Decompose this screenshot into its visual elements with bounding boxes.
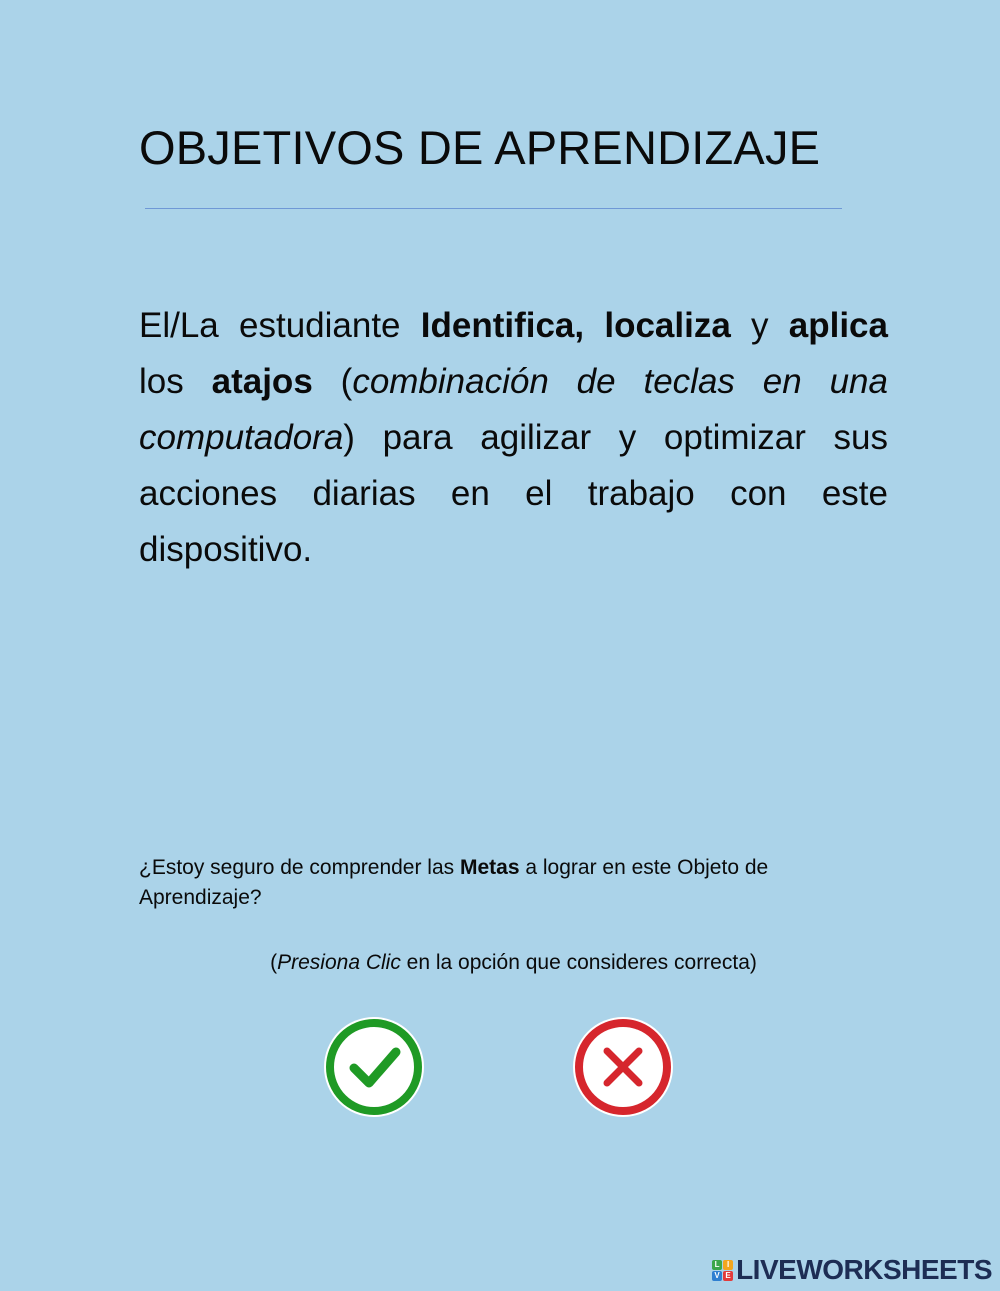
objective-text: (	[312, 362, 353, 401]
objective-italic-definition: combinación de teclas en una computadora	[139, 362, 888, 457]
instruction-italic: Presiona Clic	[277, 951, 401, 974]
instruction-part: en la opción que consideres correcta)	[400, 951, 757, 974]
instruction-text	[0, 948, 1000, 978]
objective-bold-verbs: Identifica, localiza	[420, 306, 731, 345]
no-option-button[interactable]	[572, 1016, 674, 1118]
liveworksheets-logo	[712, 1255, 992, 1285]
logo-mark-letter: I	[723, 1260, 733, 1270]
question-part: ¿Estoy seguro de comprender las	[139, 856, 460, 879]
objective-paragraph	[139, 298, 888, 578]
objective-text: y	[730, 306, 789, 345]
logo-mark-letter: E	[723, 1271, 733, 1281]
question-bold-term: Metas	[460, 856, 520, 879]
instruction-part: (	[270, 951, 278, 974]
question-text	[139, 853, 879, 913]
objective-text: El/La estudiante	[139, 306, 421, 345]
objective-bold-term: atajos	[211, 362, 313, 401]
objective-text: los	[139, 362, 212, 401]
yes-option-button[interactable]	[323, 1016, 425, 1118]
x-circle-icon	[572, 1016, 674, 1118]
logo-mark-letter: V	[712, 1271, 722, 1281]
objective-bold-verb: aplica	[788, 306, 888, 345]
checkmark-circle-icon	[323, 1016, 425, 1118]
page-title: OBJETIVOS DE APRENDIZAJE	[139, 121, 821, 174]
logo-mark-icon	[712, 1260, 733, 1281]
logo-mark-letter: L	[712, 1260, 722, 1270]
question-part: a lograr en este Objeto de Aprendizaje?	[139, 856, 769, 909]
title-divider	[145, 208, 842, 209]
objective-text: ) para agilizar y optimizar sus acciones diarias en el trabajo con este dispositivo.	[139, 418, 888, 569]
logo-wordmark: LIVEWORKSHEETS	[736, 1254, 992, 1285]
